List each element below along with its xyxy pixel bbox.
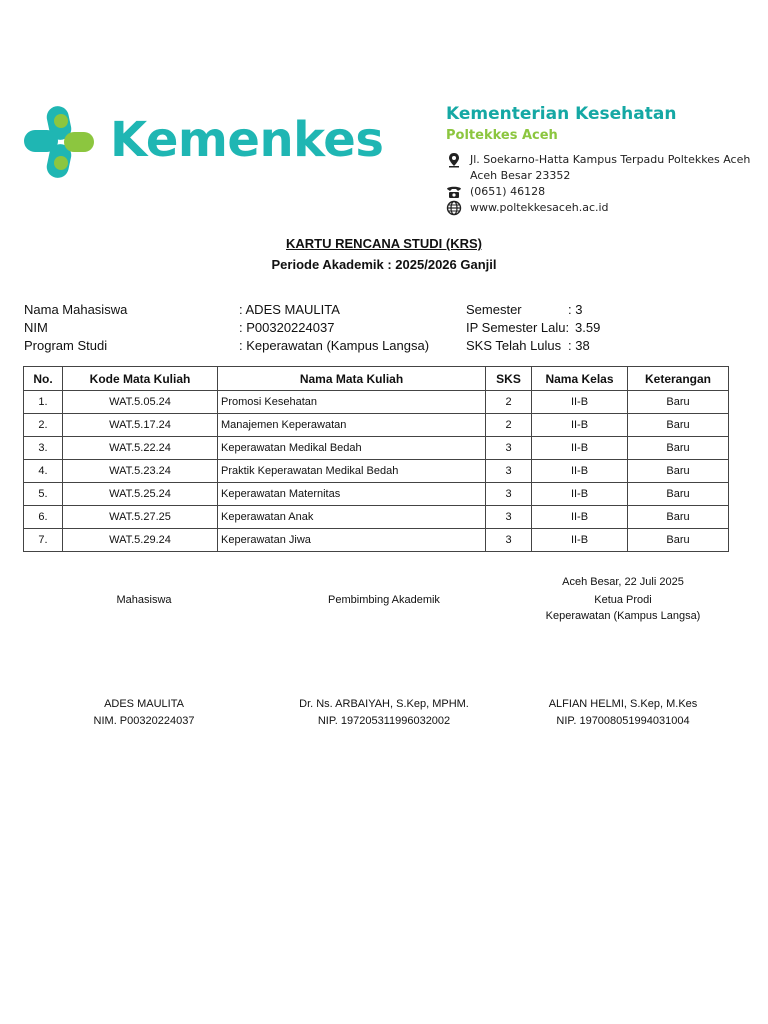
table-row: [24, 529, 729, 552]
cell-sks: 3: [486, 529, 532, 552]
cell-course-code: WAT.5.05.24: [63, 391, 218, 414]
cell-remarks: Baru: [628, 529, 729, 552]
cell-course-code: WAT.5.25.24: [63, 483, 218, 506]
cell-class-name: II-B: [532, 529, 628, 552]
website-line: [446, 200, 609, 216]
phone-text: (0651) 46128: [470, 185, 546, 198]
phone-line: [446, 184, 545, 200]
col-course-name: Nama Mata Kuliah: [218, 367, 486, 391]
signature-student-name: ADES MAULITA: [104, 698, 184, 710]
program-value: : Keperawatan (Kampus Langsa): [239, 338, 430, 353]
cell-remarks: Baru: [628, 437, 729, 460]
cell-class-name: II-B: [532, 460, 628, 483]
phone-icon: [446, 184, 464, 200]
sub-institution-name: Poltekkes Aceh: [446, 128, 558, 143]
table-row: [24, 391, 729, 414]
cell-course-name: Keperawatan Maternitas: [218, 483, 486, 506]
col-course-code: Kode Mata Kuliah: [63, 367, 218, 391]
sks-passed-value: : 38: [568, 338, 590, 353]
location-icon: [446, 152, 464, 168]
logo-wordmark: Kemenkes: [110, 112, 384, 168]
academic-period: Periode Akademik : 2025/2026 Ganjil: [271, 257, 497, 272]
cell-class-name: II-B: [532, 483, 628, 506]
cell-course-name: Manajemen Keperawatan: [218, 414, 486, 437]
cell-course-code: WAT.5.29.24: [63, 529, 218, 552]
cell-no: 5.: [24, 483, 63, 506]
signature-advisor-title: Pembimbing Akademik: [328, 594, 440, 606]
semester-value: : 3: [568, 302, 583, 317]
student-name-label: Nama Mahasiswa: [24, 302, 128, 317]
cell-sks: 3: [486, 460, 532, 483]
col-no: No.: [24, 367, 63, 391]
nim-label: NIM: [24, 320, 48, 335]
cell-course-name: Keperawatan Anak: [218, 506, 486, 529]
table-header-row: [24, 367, 729, 391]
cell-no: 1.: [24, 391, 63, 414]
cell-remarks: Baru: [628, 414, 729, 437]
cell-no: 3.: [24, 437, 63, 460]
sks-passed-label: SKS Telah Lulus: [466, 338, 562, 353]
signature-kaprodi-dept: Keperawatan (Kampus Langsa): [545, 610, 701, 622]
address-line: [446, 152, 750, 168]
cell-class-name: II-B: [532, 506, 628, 529]
cell-course-code: WAT.5.23.24: [63, 460, 218, 483]
cell-course-code: WAT.5.22.24: [63, 437, 218, 460]
signature-city-date: Aceh Besar, 22 Juli 2025: [562, 576, 684, 588]
cell-course-name: Keperawatan Medikal Bedah: [218, 437, 486, 460]
signature-advisor-id: NIP. 197205311996032002: [317, 715, 451, 727]
address-line-2: Aceh Besar 23352: [470, 169, 571, 182]
globe-icon: [446, 200, 464, 216]
table-row: [24, 414, 729, 437]
student-name-value: : ADES MAULITA: [239, 302, 340, 317]
table-row: [24, 460, 729, 483]
kemenkes-logo-icon: [24, 106, 94, 178]
signature-student-title: Mahasiswa: [116, 594, 172, 606]
course-table: [23, 366, 729, 552]
col-remarks: Keterangan: [628, 367, 729, 391]
program-label: Program Studi: [24, 338, 108, 353]
cell-sks: 2: [486, 391, 532, 414]
nim-value: : P00320224037: [239, 320, 335, 335]
cell-sks: 3: [486, 437, 532, 460]
cell-no: 6.: [24, 506, 63, 529]
address-text: Jl. Soekarno-Hatta Kampus Terpadu Poltekkes Aceh: [470, 153, 751, 166]
cell-course-code: WAT.5.27.25: [63, 506, 218, 529]
table-row: [24, 506, 729, 529]
cell-sks: 3: [486, 506, 532, 529]
cell-class-name: II-B: [532, 414, 628, 437]
cell-sks: 3: [486, 483, 532, 506]
institution-name: Kementerian Kesehatan: [446, 104, 677, 124]
cell-no: 2.: [24, 414, 63, 437]
document-title: KARTU RENCANA STUDI (KRS): [286, 236, 482, 251]
signature-student-id: NIM. P00320224037: [93, 715, 195, 727]
col-sks: SKS: [486, 367, 532, 391]
cell-remarks: Baru: [628, 506, 729, 529]
semester-label: Semester: [466, 302, 522, 317]
cell-course-name: Promosi Kesehatan: [218, 391, 486, 414]
cell-no: 4.: [24, 460, 63, 483]
cell-no: 7.: [24, 529, 63, 552]
cell-course-name: Keperawatan Jiwa: [218, 529, 486, 552]
signature-kaprodi-title: Ketua Prodi: [594, 594, 652, 606]
table-row: [24, 483, 729, 506]
cell-class-name: II-B: [532, 391, 628, 414]
cell-remarks: Baru: [628, 483, 729, 506]
col-class-name: Nama Kelas: [532, 367, 628, 391]
signature-advisor-name: Dr. Ns. ARBAIYAH, S.Kep, MPHM.: [299, 698, 469, 710]
ip-value: 3.59: [575, 320, 601, 335]
ip-label: IP Semester Lalu:: [466, 320, 570, 335]
signature-kaprodi-id: NIP. 197008051994031004: [556, 715, 690, 727]
cell-course-code: WAT.5.17.24: [63, 414, 218, 437]
cell-remarks: Baru: [628, 460, 729, 483]
cell-sks: 2: [486, 414, 532, 437]
table-row: [24, 437, 729, 460]
cell-class-name: II-B: [532, 437, 628, 460]
cell-remarks: Baru: [628, 391, 729, 414]
website-text: www.poltekkesaceh.ac.id: [470, 201, 609, 214]
cell-course-name: Praktik Keperawatan Medikal Bedah: [218, 460, 486, 483]
signature-kaprodi-name: ALFIAN HELMI, S.Kep, M.Kes: [548, 698, 698, 710]
